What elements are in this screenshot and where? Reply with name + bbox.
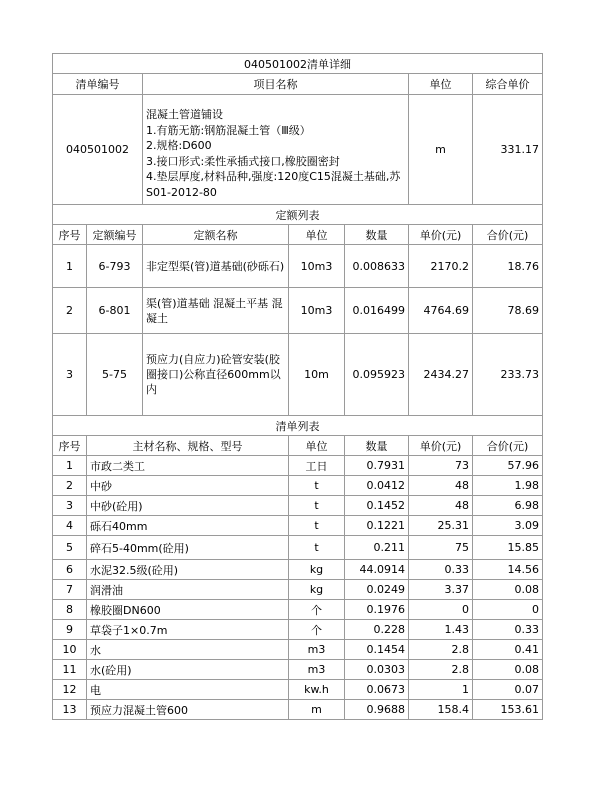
material-unit-price: 25.31 [409, 516, 473, 536]
material-total: 1.98 [473, 476, 543, 496]
quota-header-cell: 单价(元) [409, 225, 473, 245]
material-unit-price: 48 [409, 496, 473, 516]
material-unit-price: 158.4 [409, 700, 473, 720]
quota-qty: 0.095923 [345, 334, 409, 416]
quota-qty: 0.016499 [345, 288, 409, 334]
quota-section-title: 定额列表 [53, 205, 543, 225]
table-row [53, 640, 543, 660]
material-unit: m3 [289, 640, 345, 660]
material-qty: 0.1454 [345, 640, 409, 660]
table-row [53, 288, 543, 334]
material-name: 中砂 [87, 476, 289, 496]
quota-unit: 10m3 [289, 288, 345, 334]
header-name: 项目名称 [143, 74, 409, 95]
page-title: 040501002清单详细 [53, 54, 543, 74]
table-row [53, 334, 543, 416]
table-row [53, 660, 543, 680]
materials-section-title: 清单列表 [53, 416, 543, 436]
material-qty: 0.9688 [345, 700, 409, 720]
table-row [53, 600, 543, 620]
material-total: 0.07 [473, 680, 543, 700]
material-unit-price: 0.33 [409, 560, 473, 580]
material-unit: m [289, 700, 345, 720]
quota-code: 6-801 [87, 288, 143, 334]
quota-name: 预应力(自应力)砼管安装(胶圈接口)公称直径600mm以内 [143, 334, 289, 416]
material-name: 中砂(砼用) [87, 496, 289, 516]
material-unit-price: 73 [409, 456, 473, 476]
quota-no: 2 [53, 288, 87, 334]
material-total: 14.56 [473, 560, 543, 580]
material-qty: 0.1221 [345, 516, 409, 536]
material-name: 砾石40mm [87, 516, 289, 536]
material-qty: 0.228 [345, 620, 409, 640]
material-qty: 0.0303 [345, 660, 409, 680]
material-unit-price: 1 [409, 680, 473, 700]
bill-item-table [52, 53, 543, 205]
item-code: 040501002 [53, 95, 143, 205]
item-description [143, 95, 409, 205]
item-desc-line: 1.有筋无筋:钢筋混凝土管（Ⅲ级） [146, 123, 311, 137]
material-unit: kw.h [289, 680, 345, 700]
material-name: 电 [87, 680, 289, 700]
quota-name: 非定型渠(管)道基础(砂砾石) [143, 245, 289, 288]
material-no: 3 [53, 496, 87, 516]
material-name: 水 [87, 640, 289, 660]
material-no: 6 [53, 560, 87, 580]
item-desc-line: 3.接口形式:柔性承插式接口,橡胶圈密封 [146, 154, 340, 168]
material-total: 6.98 [473, 496, 543, 516]
material-unit: kg [289, 580, 345, 600]
material-no: 7 [53, 580, 87, 600]
material-qty: 44.0914 [345, 560, 409, 580]
table-row [53, 516, 543, 536]
quota-total: 18.76 [473, 245, 543, 288]
material-qty: 0.0412 [345, 476, 409, 496]
material-no: 4 [53, 516, 87, 536]
material-name: 预应力混凝土管600 [87, 700, 289, 720]
quota-header-cell: 合价(元) [473, 225, 543, 245]
material-qty: 0.1976 [345, 600, 409, 620]
quota-code: 6-793 [87, 245, 143, 288]
material-name: 碎石5-40mm(砼用) [87, 536, 289, 560]
quota-code: 5-75 [87, 334, 143, 416]
material-no: 5 [53, 536, 87, 560]
quota-header-cell: 定额编号 [87, 225, 143, 245]
quota-unit-price: 4764.69 [409, 288, 473, 334]
material-total: 57.96 [473, 456, 543, 476]
quota-name: 渠(管)道基础 混凝土平基 混凝土 [143, 288, 289, 334]
materials-header-cell: 数量 [345, 436, 409, 456]
table-row [53, 700, 543, 720]
materials-header-cell: 单价(元) [409, 436, 473, 456]
material-unit-price: 48 [409, 476, 473, 496]
item-unit: m [409, 95, 473, 205]
material-no: 1 [53, 456, 87, 476]
material-unit: t [289, 496, 345, 516]
quota-unit: 10m [289, 334, 345, 416]
quota-unit-price: 2170.2 [409, 245, 473, 288]
header-unit: 单位 [409, 74, 473, 95]
material-total: 3.09 [473, 516, 543, 536]
quota-qty: 0.008633 [345, 245, 409, 288]
materials-table [52, 415, 543, 720]
table-row [53, 580, 543, 600]
item-desc-line: 2.规格:D600 [146, 139, 212, 152]
table-row [53, 476, 543, 496]
material-no: 8 [53, 600, 87, 620]
table-row [53, 680, 543, 700]
table-row [53, 496, 543, 516]
quota-header-cell: 数量 [345, 225, 409, 245]
quota-header-cell: 定额名称 [143, 225, 289, 245]
material-name: 橡胶圈DN600 [87, 600, 289, 620]
material-unit-price: 2.8 [409, 660, 473, 680]
material-no: 11 [53, 660, 87, 680]
material-qty: 0.0249 [345, 580, 409, 600]
quota-table [52, 204, 543, 416]
material-unit-price: 3.37 [409, 580, 473, 600]
material-unit: kg [289, 560, 345, 580]
material-no: 10 [53, 640, 87, 660]
quota-header-cell: 序号 [53, 225, 87, 245]
material-unit-price: 75 [409, 536, 473, 560]
material-name: 草袋子1×0.7m [87, 620, 289, 640]
material-name: 水泥32.5级(砼用) [87, 560, 289, 580]
material-name: 水(砼用) [87, 660, 289, 680]
material-total: 0 [473, 600, 543, 620]
materials-header-cell: 合价(元) [473, 436, 543, 456]
materials-header-cell: 序号 [53, 436, 87, 456]
material-total: 0.08 [473, 580, 543, 600]
material-unit-price: 1.43 [409, 620, 473, 640]
material-unit-price: 2.8 [409, 640, 473, 660]
material-no: 13 [53, 700, 87, 720]
material-qty: 0.211 [345, 536, 409, 560]
material-unit: 个 [289, 620, 345, 640]
material-unit: 工日 [289, 456, 345, 476]
table-row [53, 560, 543, 580]
materials-header-cell: 主材名称、规格、型号 [87, 436, 289, 456]
item-price: 331.17 [473, 95, 543, 205]
material-qty: 0.7931 [345, 456, 409, 476]
quota-total: 78.69 [473, 288, 543, 334]
material-total: 0.33 [473, 620, 543, 640]
material-unit: t [289, 536, 345, 560]
table-row [53, 245, 543, 288]
item-desc-line: 混凝土管道铺设 [146, 108, 223, 121]
material-qty: 0.1452 [345, 496, 409, 516]
material-total: 15.85 [473, 536, 543, 560]
material-unit-price: 0 [409, 600, 473, 620]
material-no: 12 [53, 680, 87, 700]
material-total: 0.41 [473, 640, 543, 660]
item-desc-line: 4.垫层厚度,材料品种,强度:120度C15混凝土基础,苏S01-2012-80 [146, 170, 401, 199]
material-name: 润滑油 [87, 580, 289, 600]
quota-no: 3 [53, 334, 87, 416]
quota-no: 1 [53, 245, 87, 288]
table-row [53, 456, 543, 476]
quota-total: 233.73 [473, 334, 543, 416]
material-unit: 个 [289, 600, 345, 620]
material-unit: t [289, 476, 345, 496]
quota-header-cell: 单位 [289, 225, 345, 245]
material-name: 市政二类工 [87, 456, 289, 476]
table-row [53, 536, 543, 560]
material-unit: m3 [289, 660, 345, 680]
quota-unit-price: 2434.27 [409, 334, 473, 416]
material-unit: t [289, 516, 345, 536]
table-row [53, 620, 543, 640]
material-total: 0.08 [473, 660, 543, 680]
materials-header-cell: 单位 [289, 436, 345, 456]
material-no: 9 [53, 620, 87, 640]
quota-unit: 10m3 [289, 245, 345, 288]
material-qty: 0.0673 [345, 680, 409, 700]
header-code: 清单编号 [53, 74, 143, 95]
material-no: 2 [53, 476, 87, 496]
material-total: 153.61 [473, 700, 543, 720]
header-price: 综合单价 [473, 74, 543, 95]
